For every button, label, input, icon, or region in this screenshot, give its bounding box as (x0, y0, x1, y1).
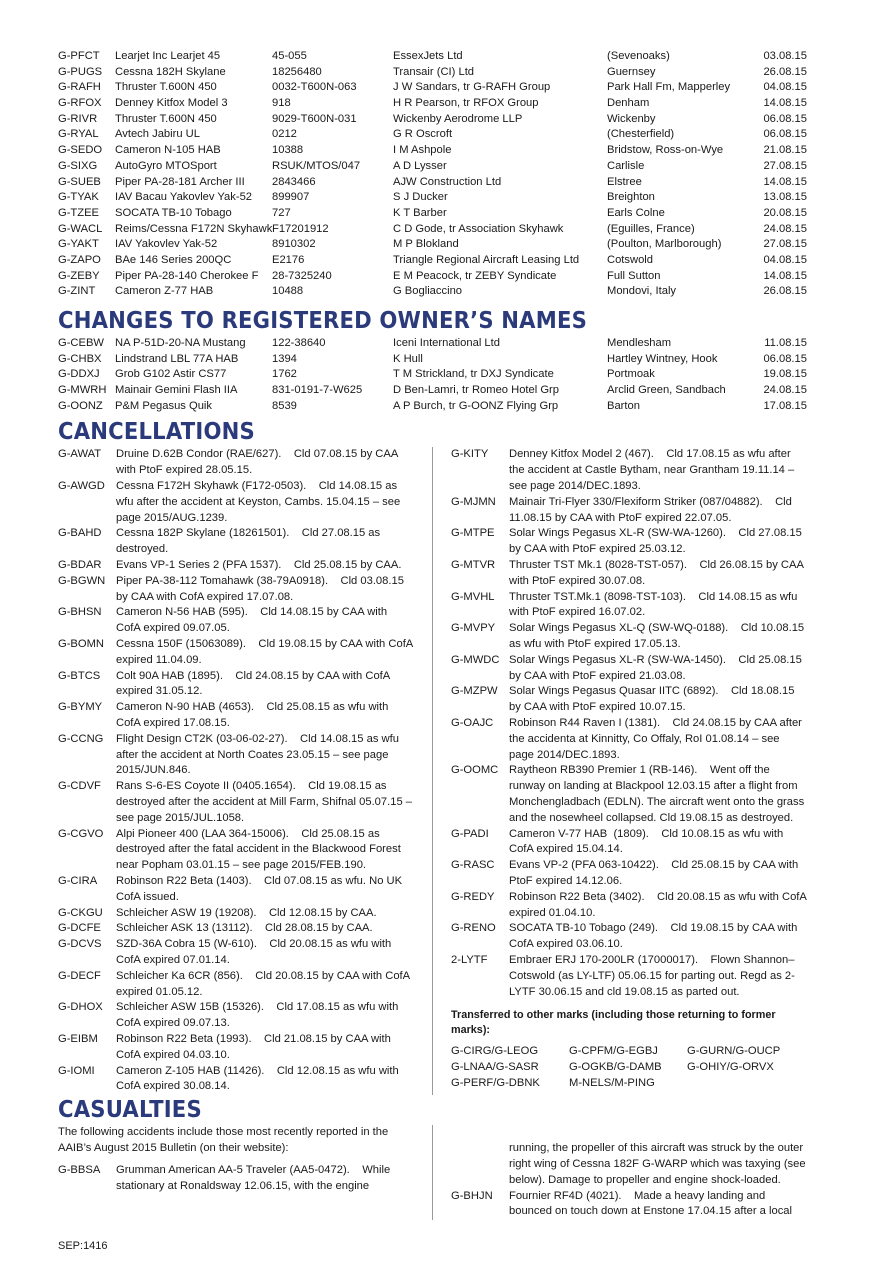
date: 26.08.15 (763, 285, 807, 298)
cancellation-entry (58, 921, 414, 937)
aircraft-type: BAe 146 Series 200QC (115, 253, 232, 266)
registration: G-CDVF (58, 780, 101, 793)
serial-number: F17201912 (272, 222, 329, 235)
owner-changes-table (58, 336, 808, 414)
entry-text: SZD-36A Cobra 15 (W-610). Cld 20.08.15 as wfu with CofA expired 07.01.14. (116, 938, 395, 966)
base: Hartley Wintney, Hook (607, 352, 718, 365)
serial-number: 9029-T600N-031 (272, 112, 357, 125)
transferred-mark: G-LNAA/G-SASR (451, 1061, 539, 1074)
registration: G-TZEE (58, 206, 100, 219)
owner-change-row (58, 383, 808, 399)
entry-text: Robinson R22 Beta (1403). Cld 07.08.15 as wfu. No UK CofA issued. (116, 874, 406, 903)
transferred-mark: G-GURN/G-OUCP (687, 1045, 781, 1058)
register-row (58, 253, 808, 269)
registration: G-OAJC (451, 716, 494, 729)
date: 14.08.15 (763, 97, 807, 110)
serial-number: 2843466 (272, 175, 316, 188)
registration: G-DDXJ (58, 368, 100, 381)
transferred-mark (687, 1076, 805, 1092)
base: (Eguilles, France) (607, 222, 695, 235)
cancellation-entry (58, 1032, 414, 1064)
registration: G-SIXG (58, 159, 98, 172)
transferred-mark: M-NELS/M-PING (569, 1076, 655, 1089)
transferred-mark: G-CPFM/G-EGBJ (569, 1045, 658, 1058)
register-row (58, 65, 808, 81)
serial-number: 831-0191-7-W625 (272, 384, 363, 397)
aircraft-type: NA P-51D-20-NA Mustang (115, 337, 246, 349)
date: 17.08.15 (763, 399, 807, 412)
owner: J W Sandars, tr G-RAFH Group (393, 81, 551, 94)
registration: G-DHOX (58, 1001, 103, 1014)
entry-text: Schleicher ASW 19 (19208). Cld 12.08.15 by CAA. (116, 906, 377, 919)
owner: G Bogliaccino (393, 285, 463, 298)
entry-text: Rans S-6-ES Coyote II (0405.1654). Cld 19.08.15 as destroyed after the accident at Mill Farm, Shifnal 05.07.15 – see page 2015/JUL.1058. (116, 780, 416, 824)
date: 27.08.15 (763, 238, 807, 251)
cancellation-entry (58, 732, 414, 779)
register-row (58, 222, 808, 238)
cancellation-entry (58, 574, 414, 606)
registration: G-AWGD (58, 480, 105, 493)
serial-number: RSUK/MTOS/047 (272, 159, 361, 172)
serial-number: 18256480 (272, 65, 322, 78)
aircraft-type: Reims/Cessna F172N Skyhawk (115, 222, 272, 235)
cancellation-entry (451, 684, 807, 716)
registration: 2-LYTF (451, 953, 488, 966)
entry-text: Solar Wings Pegasus Quasar IITC (6892). Cld 18.08.15 by CAA with PtoF expired 10.07.15. (509, 685, 798, 714)
entry-text: Cessna F172H Skyhawk (F172-0503). Cld 14.08.15 as wfu after the accident at Keyston, Cambs. 15.04.15 – see page 2015/AUG.1239. (116, 480, 404, 524)
entry-text: Schleicher Ka 6CR (856). Cld 20.08.15 by CAA with CofA expired 01.05.12. (116, 969, 413, 998)
casualties-left-column (58, 1125, 432, 1220)
registration: G-ZEBY (58, 269, 100, 282)
registration: G-PADI (451, 827, 489, 840)
aircraft-type: Grob G102 Astir CS77 (115, 368, 227, 381)
date: 19.08.15 (763, 368, 807, 381)
base: (Chesterfield) (607, 128, 675, 141)
entry-text: Solar Wings Pegasus XL-Q (SW-WQ-0188). Cld 10.08.15 as wfu with PtoF expired 17.05.13. (509, 622, 808, 650)
base: Guernsey (607, 65, 656, 78)
registration: G-MJMN (451, 495, 496, 508)
register-row (58, 80, 808, 96)
serial-number: 8910302 (272, 238, 316, 251)
date: 20.08.15 (763, 206, 807, 219)
casualty-entry (58, 1163, 414, 1195)
registration: G-KITY (451, 448, 489, 461)
entry-text: Flight Design CT2K (03-06-02-27). Cld 14.08.15 as wfu after the accident at North Coates 23.05.15 – see page 2015/JUN.846. (116, 732, 403, 777)
serial-number: 28-7325240 (272, 269, 332, 282)
register-row (58, 284, 808, 300)
base: Barton (607, 399, 640, 412)
registration: G-SUEB (58, 175, 101, 188)
entry-text: Cessna 182P Skylane (18261501). Cld 27.08.15 as destroyed. (116, 527, 384, 556)
base: Full Sutton (607, 269, 661, 282)
cancellation-entry (451, 621, 807, 653)
cancellation-entry (58, 969, 414, 1001)
cancellations-heading: CANCELLATIONS (58, 419, 255, 446)
date: 06.08.15 (763, 128, 807, 141)
transferred-heading: Transferred to other marks (including those returning to former marks): (451, 1009, 776, 1037)
registration: G-RENO (451, 922, 496, 935)
registration: G-PUGS (58, 65, 103, 78)
entry-text: Cameron V-77 HAB (1809). Cld 10.08.15 as wfu with CofA expired 15.04.14. (509, 827, 787, 856)
date: 21.08.15 (763, 144, 807, 157)
registration: G-ZAPO (58, 253, 101, 266)
serial-number: 45-055 (272, 50, 307, 62)
register-row (58, 127, 808, 143)
casualty-continuation: running, the propeller of this aircraft was struck by the outer right wing of Cessna 182F G-WARP which was taxying (see below). Damage to propeller and engine shock-loaded. (509, 1142, 806, 1186)
entry-text: Robinson R44 Raven I (1381). Cld 24.08.15 by CAA after the accidenta at Kinnitty, Co Offaly, RoI 01.08.14 – see page 2014/DEC.1893. (509, 716, 806, 761)
serial-number: E2176 (272, 253, 305, 266)
entry-text: SOCATA TB-10 Tobago (249). Cld 19.08.15 by CAA with CofA expired 03.06.10. (509, 922, 801, 951)
owner: Iceni International Ltd (393, 337, 500, 349)
aircraft-type: IAV Bacau Yakovlev Yak-52 (115, 191, 253, 204)
registration: G-OOMC (451, 764, 499, 777)
registration: G-BOMN (58, 638, 104, 650)
entry-text: Schleicher ASK 13 (13112). Cld 28.08.15 by CAA. (116, 922, 373, 935)
registration: G-RIVR (58, 112, 98, 125)
cancellation-entry (451, 653, 807, 685)
entry-text: Robinson R22 Beta (3402). Cld 20.08.15 as wfu with CofA expired 01.04.10. (509, 890, 810, 919)
changes-heading: CHANGES TO REGISTERED OWNER’S NAMES (58, 308, 588, 334)
registration: G-RAFH (58, 81, 101, 94)
entry-text: Solar Wings Pegasus XL-R (SW-WA-1450). Cld 25.08.15 by CAA with PtoF expired 21.03.08. (509, 653, 805, 682)
registration: G-BGWN (58, 574, 106, 587)
entry-text: Schleicher ASW 15B (15326). Cld 17.08.15 as wfu with CofA expired 09.07.13. (116, 1001, 402, 1030)
register-row (58, 237, 808, 253)
registration: G-SEDO (58, 144, 103, 157)
base: Park Hall Fm, Mapperley (607, 81, 731, 94)
cancellation-entry (58, 479, 414, 526)
owner: Triangle Regional Aircraft Leasing Ltd (393, 253, 580, 266)
register-row (58, 49, 808, 65)
registration: G-WACL (58, 222, 103, 235)
serial-number: 8539 (272, 399, 297, 412)
new-registrations-table (58, 49, 808, 300)
base: Breighton (607, 191, 655, 204)
owner: A P Burch, tr G-OONZ Flying Grp (393, 399, 559, 412)
owner: AJW Construction Ltd (393, 175, 502, 188)
registration: G-BHSN (58, 606, 102, 619)
cancellation-entry (451, 590, 807, 622)
register-row (58, 159, 808, 175)
cancellation-entry (451, 858, 807, 890)
aircraft-type: Thruster T.600N 450 (115, 112, 217, 125)
entry-text: Cameron Z-105 HAB (11426). Cld 12.08.15 as wfu with CofA expired 30.08.14. (116, 1064, 402, 1093)
aircraft-type: SOCATA TB-10 Tobago (115, 206, 232, 219)
serial-number: 1394 (272, 352, 297, 365)
aircraft-type: Piper PA-28-140 Cherokee F (115, 269, 259, 282)
cancellation-entry (58, 558, 414, 574)
cancellation-entry (451, 716, 807, 763)
cancellations-columns (58, 447, 808, 1095)
registration: G-AWAT (58, 448, 102, 461)
entry-text: Embraer ERJ 170-200LR (17000017). Flown Shannon–Cotswold (as LY-LTF) 05.06.15 for parting out. Regd as 2-LYTF 30.06.15 and cld 19.08.15 as parted out. (509, 953, 795, 998)
entry-text: Colt 90A HAB (1895). Cld 24.08.15 by CAA with CofA expired 31.05.12. (116, 669, 393, 698)
transferred-mark: G-CIRG/G-LEOG (451, 1045, 539, 1058)
cancellation-entry (451, 558, 807, 590)
base: Wickenby (607, 112, 656, 125)
base: (Sevenoaks) (607, 50, 670, 62)
registration: G-PFCT (58, 50, 100, 62)
registration: G-MWDC (451, 653, 500, 666)
cancellation-entry (58, 700, 414, 732)
owner: EssexJets Ltd (393, 50, 463, 62)
base: Carlisle (607, 159, 645, 172)
base: (Poulton, Marlborough) (607, 238, 722, 251)
register-row (58, 175, 808, 191)
aircraft-type: Denney Kitfox Model 3 (115, 97, 228, 110)
entry-text: Denney Kitfox Model 2 (467). Cld 17.08.15 as wfu after the accident at Castle Bytham, near Grantham 19.11.14 – see page 2014/DEC.1893. (509, 448, 798, 493)
base: Bridstow, Ross-on-Wye (607, 144, 724, 157)
serial-number: 1762 (272, 368, 297, 381)
registration: G-DCVS (58, 938, 102, 951)
serial-number: 727 (272, 206, 291, 219)
date: 27.08.15 (763, 159, 807, 172)
owner: A D Lysser (393, 159, 447, 172)
aircraft-type: IAV Yakovlev Yak-52 (115, 238, 218, 251)
casualties-intro: The following accidents include those most recently reported in the AAIB’s August 2015 Bulletin (on their website): (58, 1126, 389, 1154)
entry-text: Thruster TST.Mk.1 (8098-TST-103). Cld 14.08.15 as wfu with PtoF expired 16.07.02. (509, 590, 801, 619)
owner: G R Oscroft (393, 128, 453, 141)
entry-text: Evans VP-2 (PFA 063-10422). Cld 25.08.15 by CAA with PtoF expired 14.12.06. (509, 859, 802, 887)
transferred-mark: G-OHIY/G-ORVX (687, 1061, 774, 1074)
cancellation-entry (58, 669, 414, 701)
owner: C D Gode, tr Association Skyhawk (393, 222, 564, 235)
date: 04.08.15 (763, 81, 807, 94)
serial-number: 0032-T600N-063 (272, 81, 357, 94)
registration: G-MVPY (451, 622, 496, 635)
register-row (58, 96, 808, 112)
owner: K T Barber (393, 206, 447, 219)
base: Cotswold (607, 253, 654, 266)
cancellation-entry (58, 605, 414, 637)
owner: T M Strickland, tr DXJ Syndicate (393, 368, 554, 381)
owner: Transair (CI) Ltd (393, 65, 475, 78)
base: Elstree (607, 175, 642, 188)
registration: G-CEBW (58, 337, 104, 349)
registration: G-BYMY (58, 701, 103, 714)
date: 24.08.15 (763, 222, 807, 235)
cancellation-entry (58, 779, 414, 826)
cancellation-entry (451, 526, 807, 558)
date: 04.08.15 (763, 253, 807, 266)
cancellation-entry (451, 447, 807, 494)
casualty-entry (451, 1189, 807, 1221)
aircraft-type: Piper PA-28-181 Archer III (115, 175, 245, 188)
owner: M P Blokland (393, 238, 459, 251)
serial-number: 10488 (272, 285, 304, 298)
register-row (58, 190, 808, 206)
date: 14.08.15 (763, 175, 807, 188)
registration: G-CHBX (58, 352, 102, 365)
cancellation-entry (58, 1000, 414, 1032)
cancellation-entry (58, 526, 414, 558)
owner: D Ben-Lamri, tr Romeo Hotel Grp (393, 384, 559, 397)
owner-change-row (58, 336, 808, 352)
transferred-marks-grid (451, 1044, 807, 1091)
owner: H R Pearson, tr RFOX Group (393, 97, 539, 110)
cancellation-entry (58, 447, 414, 479)
entry-text: Cameron N-90 HAB (4653). Cld 25.08.15 as wfu with CofA expired 17.08.15. (116, 701, 392, 729)
register-row (58, 206, 808, 222)
registration: G-ZINT (58, 285, 96, 298)
registration: G-BTCS (58, 669, 101, 682)
entry-text: Mainair Tri-Flyer 330/Flexiform Striker (087/04882). Cld 11.08.15 by CAA with PtoF expired 22.07.05. (509, 495, 795, 524)
registration: G-EIBM (58, 1032, 98, 1045)
aircraft-type: Cameron N-105 HAB (115, 144, 221, 157)
date: 06.08.15 (763, 352, 807, 365)
registration: G-RYAL (58, 128, 99, 141)
registration: G-TYAK (58, 191, 99, 204)
base: Earls Colne (607, 206, 665, 219)
cancellation-entry (451, 763, 807, 826)
registration: G-MTPE (451, 527, 495, 540)
date: 11.08.15 (764, 337, 807, 349)
register-row (58, 112, 808, 128)
entry-text: Grumman American AA-5 Traveler (AA5-0472). While stationary at Ronaldsway 12.06.15, with the engine (116, 1163, 394, 1192)
entry-text: Raytheon RB390 Premier 1 (RB-146). Went off the runway on landing at Blackpool 12.03.15 after a flight from Monchengladbach (EDLN). The aircraft went onto the grass and the nosewheel collapsed. Cld 19.08.15 as destroyed. (509, 764, 808, 824)
casualties-heading: CASUALTIES (58, 1097, 202, 1124)
aircraft-type: Learjet Inc Learjet 45 (115, 50, 221, 62)
aircraft-type: Lindstrand LBL 77A HAB (115, 352, 239, 365)
registration: G-CKGU (58, 906, 103, 919)
registration: G-CIRA (58, 874, 98, 887)
page-number: SEP:1416 (58, 1240, 108, 1252)
entry-text: Thruster TST Mk.1 (8028-TST-057). Cld 26.08.15 by CAA with PtoF expired 30.07.08. (509, 559, 807, 587)
register-row (58, 143, 808, 159)
date: 13.08.15 (763, 191, 807, 204)
registration: G-RASC (451, 859, 495, 872)
owner: E M Peacock, tr ZEBY Syndicate (393, 269, 557, 282)
cancellation-entry (451, 953, 807, 1000)
serial-number: 10388 (272, 144, 304, 157)
casualties-right-column (432, 1125, 807, 1220)
entry-text: Alpi Pioneer 400 (LAA 364-15006). Cld 25.08.15 as destroyed after the fatal accident in the Blackwood Forest near Popham 03.01.15 – see page 2015/FEB.190. (116, 827, 404, 872)
entry-text: Piper PA-38-112 Tomahawk (38-79A0918). Cld 03.08.15 by CAA with CofA expired 17.07.08. (116, 574, 408, 603)
aircraft-type: Cameron Z-77 HAB (115, 285, 214, 298)
aircraft-type: AutoGyro MTOSport (115, 159, 217, 172)
cancellation-entry (58, 874, 414, 906)
base: Mendlesham (607, 337, 672, 349)
owner: K Hull (393, 352, 423, 365)
registration: G-IOMI (58, 1064, 95, 1077)
owner-change-row (58, 399, 808, 415)
registration: G-DCFE (58, 922, 101, 935)
entry-text: Fournier RF4D (4021). Made a heavy landing and bounced on touch down at Enstone 17.04.15 after a local (509, 1189, 793, 1218)
base: Portmoak (607, 368, 655, 381)
cancellation-entry (451, 890, 810, 922)
registration: G-BAHD (58, 527, 102, 540)
serial-number: 122-38640 (272, 337, 326, 349)
registration: G-DECF (58, 969, 101, 982)
entry-text: Druine D.62B Condor (RAE/627). Cld 07.08.15 by CAA with PtoF expired 28.05.15. (116, 448, 401, 477)
owner: Wickenby Aerodrome LLP (393, 112, 523, 125)
aircraft-type: P&M Pegasus Quik (115, 399, 213, 412)
registration: G-CGVO (58, 827, 104, 840)
aircraft-type: Thruster T.600N 450 (115, 81, 217, 94)
base: Denham (607, 97, 650, 110)
aircraft-type: Avtech Jabiru UL (115, 128, 200, 141)
cancellations-left-column (58, 447, 432, 1095)
date: 03.08.15 (763, 50, 807, 62)
cancellation-entry (58, 1064, 414, 1096)
base: Mondovi, Italy (607, 285, 677, 298)
registration: G-MZPW (451, 685, 498, 698)
casualties-columns (58, 1125, 808, 1220)
owner: I M Ashpole (393, 144, 452, 157)
owner: S J Ducker (393, 191, 448, 204)
owner-change-row (58, 367, 808, 383)
cancellation-entry (451, 827, 807, 859)
cancellation-entry (58, 937, 414, 969)
aircraft-type: Mainair Gemini Flash IIA (115, 384, 238, 397)
entry-text: Cessna 150F (15063089). Cld 19.08.15 by CAA with CofA expired 11.04.09. (116, 638, 416, 666)
transferred-mark: G-OGKB/G-DAMB (569, 1061, 662, 1074)
date: 26.08.15 (763, 65, 807, 78)
registration: G-MTVR (451, 559, 496, 572)
registration: G-REDY (451, 890, 495, 903)
cancellation-entry (58, 906, 414, 922)
registration: G-RFOX (58, 97, 102, 110)
registration: G-BHJN (451, 1189, 493, 1202)
owner-change-row (58, 352, 808, 368)
register-page (58, 49, 808, 1220)
cancellation-entry (451, 921, 807, 953)
registration: G-BDAR (58, 559, 102, 572)
serial-number: 899907 (272, 191, 310, 204)
registration: G-BBSA (58, 1163, 101, 1176)
registration: G-OONZ (58, 399, 103, 412)
entry-text: Evans VP-1 Series 2 (PFA 1537). Cld 25.08.15 by CAA. (116, 559, 402, 572)
date: 24.08.15 (763, 384, 807, 397)
serial-number: 918 (272, 97, 291, 110)
cancellation-entry (58, 827, 414, 874)
entry-text: Robinson R22 Beta (1993). Cld 21.08.15 by CAA with CofA expired 04.03.10. (116, 1032, 394, 1061)
registration: G-CCNG (58, 732, 104, 745)
date: 06.08.15 (763, 112, 807, 125)
registration: G-MWRH (58, 384, 107, 397)
registration: G-MVHL (451, 590, 495, 603)
entry-text: Cameron N-56 HAB (595). Cld 14.08.15 by CAA with CofA expired 09.07.05. (116, 606, 391, 635)
base: Arclid Green, Sandbach (607, 384, 726, 397)
serial-number: 0212 (272, 128, 297, 141)
date: 14.08.15 (763, 269, 807, 282)
registration: G-YAKT (58, 238, 99, 251)
cancellations-right-column (432, 447, 810, 1095)
cancellation-entry (58, 637, 414, 669)
entry-text: Solar Wings Pegasus XL-R (SW-WA-1260). Cld 27.08.15 by CAA with PtoF expired 25.03.12. (509, 527, 805, 556)
register-row (58, 269, 808, 285)
transferred-mark: G-PERF/G-DBNK (451, 1076, 540, 1089)
aircraft-type: Cessna 182H Skylane (115, 65, 226, 78)
cancellation-entry (451, 495, 807, 527)
